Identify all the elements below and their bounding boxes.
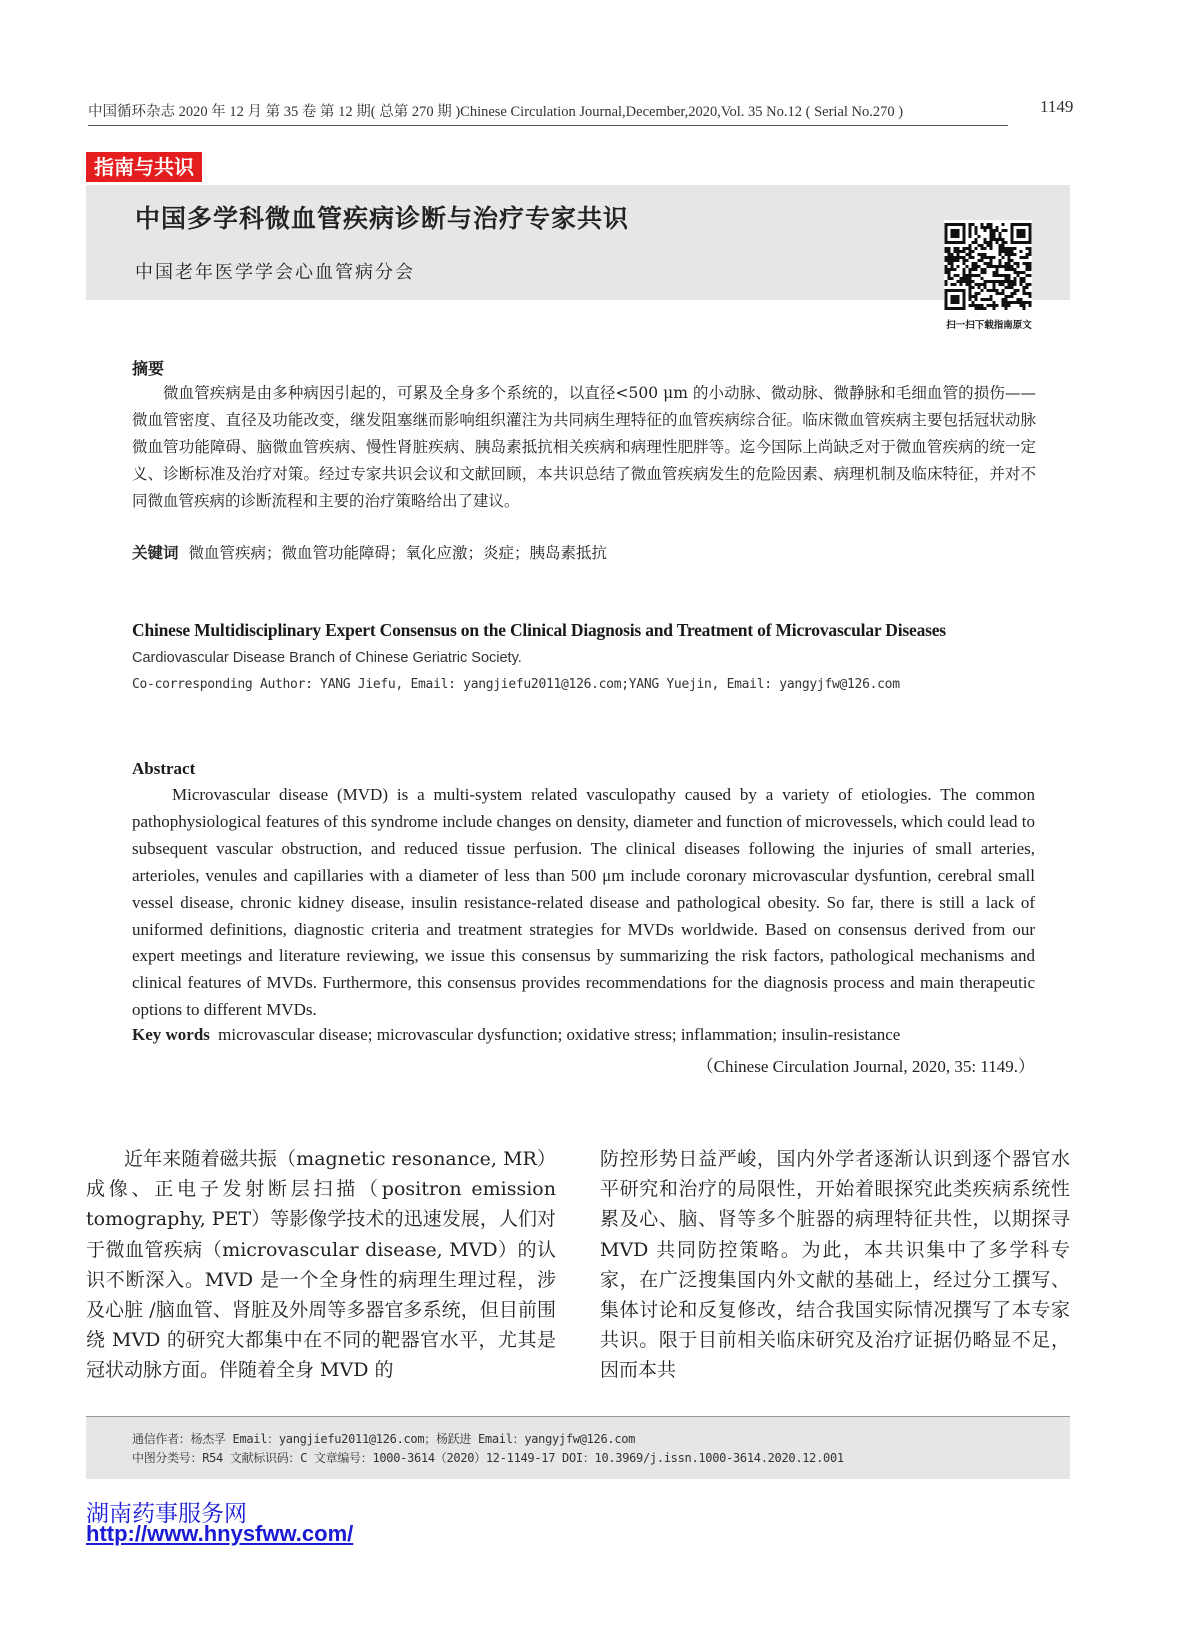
body-right-column: 防控形势日益严峻，国内外学者逐渐认识到逐个器官水平研究和治疗的局限性，开始着眼探究此类疾病系统性累及心、脑、肾等多个脏器的病理特征共性，以期探寻 MVD 共同防控策略。为此，本共识集中了多学科专家，在广泛搜集国内外文献的基础上，经过分工撰写、集体讨论和反复修改，结合我国实际情况撰写了本专家共识。限于目前相关临床研究及治疗证据仍略显不足，因而本共: [600, 1148, 1070, 1382]
qr-code-icon[interactable]: [944, 220, 1032, 314]
citation: （Chinese Circulation Journal, 2020, 35: 1149.）: [696, 1057, 1035, 1076]
abstract-cn-heading: 摘要: [132, 359, 165, 378]
author-cn: 中国老年医学学会心血管病分会: [135, 262, 415, 283]
column-tag: 指南与共识: [86, 152, 202, 182]
abstract-en-body: Microvascular disease (MVD) is a multi-system related vasculopathy caused by a variety of etiologies. The common pathophysiological features of this syndrome include changes on density, diameter and function of microvessels, which could lead to subsequent vascular obstruction, and reduced tissue perfusion. The clinical diseases following the injuries of small arteries, arterioles, venules and capillaries with a diameter of less than 500 μm include coronary microvascular dysfuntion, cerebral small vessel disease, chronic kidney disease, insulin resistance-related disease and pathological obesity. So far, there is still a lack of uniformed definitions, diagnostic criteria and treatment strategies for MVDs worldwide. Based on consensus derived from our expert meetings and literature reviewing, we issue this consensus by summarizing the risk factors, pathological mechanisms and clinical features of MVDs. Furthermore, this consensus provides recommendations for the diagnosis process and main therapeutic options to different MVDs.: [132, 785, 1035, 1020]
keywords-en: [132, 1025, 1035, 1045]
watermark-url[interactable]: http://www.hnysfww.com/: [86, 1521, 354, 1546]
keywords-cn-label: 关键词: [132, 544, 179, 562]
abstract-cn-body: 微血管疾病是由多种病因引起的，可累及全身多个系统的，以直径<500 μm 的小动脉、微动脉、微静脉和毛细血管的损伤——微血管密度、直径及功能改变，继发阻塞继而影响组织灌注为共同病生理特征的血管疾病综合征。临床微血管疾病主要包括冠状动脉微血管功能障碍、脑微血管疾病、慢性肾脏疾病、胰岛素抵抗相关疾病和病理性肥胖等。迄今国际上尚缺乏对于微血管疾病的统一定义、诊断标准及治疗对策。经过专家共识会议和文献回顾，本共识总结了微血管疾病发生的危险因素、病理机制及临床特征，并对不同微血管疾病的诊断流程和主要的治疗策略给出了建议。: [132, 384, 1036, 510]
keywords-en-text: microvascular disease; microvascular dysfunction; oxidative stress; inflammation; insulin-resistance: [218, 1025, 901, 1044]
affiliation-en: Cardiovascular Disease Branch of Chinese Geriatric Society.: [132, 650, 522, 666]
keywords-cn-text: 微血管疾病；微血管功能障碍；氧化应激；炎症；胰岛素抵抗: [188, 544, 608, 562]
keywords-cn: [132, 541, 1036, 563]
article-title-cn: 中国多学科微血管疾病诊断与治疗专家共识: [135, 204, 630, 233]
page-number: 1149: [1040, 97, 1074, 116]
footnote-correspondence: 通信作者：杨杰孚 Email：yangjiefu2011@126.com；杨跃进 Email：yangyjfw@126.com: [132, 1432, 636, 1446]
footnote-classification: 中图分类号：R54 文献标识码：C 文章编号：1000-3614（2020）12-1149-17 DOI：10.3969/j.issn.1000-3614.2020.12.001: [132, 1451, 844, 1465]
body-left-column: 近年来随着磁共振（magnetic resonance, MR）成像、正电子发射断层扫描（positron emission tomography, PET）等影像学技术的迅速发展，人们对于微血管疾病（microvascular disease, MVD）的认识不断深入。MVD 是一个全身性的病理生理过程，涉及心脏 /脑血管、肾脏及外周等多器官多系统，但目前围绕 MVD 的研究大都集中在不同的靶器官水平，尤其是冠状动脉方面。伴随着全身 MVD 的: [86, 1148, 556, 1382]
watermark-site-name: 湖南药事服务网: [86, 1501, 247, 1527]
abstract-en-heading: Abstract: [132, 759, 196, 778]
qr-caption: 扫一扫下载指南原文: [946, 320, 1032, 331]
keywords-en-label: Key words: [132, 1025, 210, 1044]
corresponding-author-en: Co-corresponding Author: YANG Jiefu, Email: yangjiefu2011@126.com;YANG Yuejin, Email: yangyjfw@126.com: [132, 677, 900, 692]
article-title-en: Chinese Multidisciplinary Expert Consensus on the Clinical Diagnosis and Treatment of Microvascular Diseases: [132, 620, 946, 640]
footnote-band: [86, 1416, 1070, 1479]
running-head: 中国循环杂志 2020 年 12 月 第 35 卷 第 12 期( 总第 270 期 )Chinese Circulation Journal,December,2020,Vol. 35 No.12 ( Serial No.270 ): [88, 100, 1008, 126]
